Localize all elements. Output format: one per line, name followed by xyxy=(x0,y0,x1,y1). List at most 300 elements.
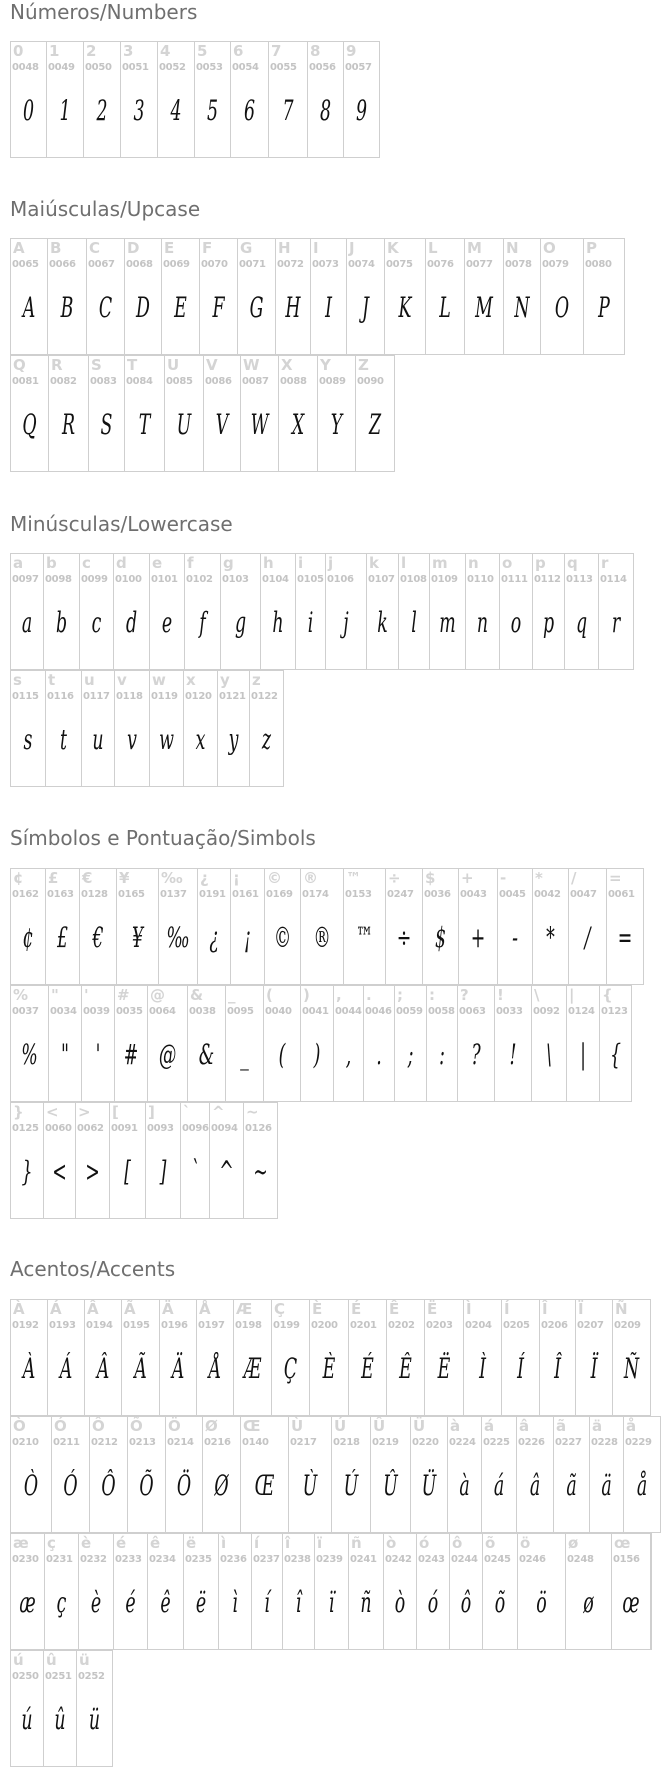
glyph-char-label: Í xyxy=(504,1300,510,1318)
glyph-code-label: 0162 xyxy=(12,889,39,900)
glyph-code-label: 0088 xyxy=(280,376,307,387)
glyph-cell xyxy=(278,355,318,472)
glyph-cell xyxy=(109,1102,146,1219)
glyph-code-label: 0052 xyxy=(159,62,186,73)
glyph-code-label: 0128 xyxy=(81,889,108,900)
glyph-char-label: ä xyxy=(592,1417,603,1435)
glyph-cell xyxy=(113,1533,148,1650)
glyph-char-label: > xyxy=(78,1103,91,1121)
glyph-sample: * xyxy=(546,921,555,954)
glyph-char-label: ö xyxy=(520,1534,531,1552)
glyph-sample: ö xyxy=(536,1586,547,1619)
glyph-char-label: û xyxy=(46,1651,57,1669)
glyph-cell xyxy=(331,1416,371,1533)
glyph-cell xyxy=(564,553,599,670)
glyph-sample: ; xyxy=(407,1038,414,1071)
glyph-cell xyxy=(310,238,347,355)
glyph-cell xyxy=(540,238,584,355)
glyph-sample: i xyxy=(307,606,314,639)
glyph-code-label: 0048 xyxy=(12,62,39,73)
glyph-cell xyxy=(282,1533,315,1650)
glyph-cell xyxy=(348,1299,387,1416)
glyph-char-label: U xyxy=(167,356,180,374)
glyph-sample: Ö xyxy=(176,1469,192,1502)
glyph-char-label: Á xyxy=(50,1300,62,1318)
glyph-char-label: j xyxy=(328,554,334,572)
glyph-code-label: 0097 xyxy=(12,574,39,585)
glyph-sample: £ xyxy=(56,921,69,954)
glyph-sample: b xyxy=(55,606,68,639)
glyph-code-label: 0035 xyxy=(116,1006,143,1017)
glyph-char-label: = xyxy=(609,869,622,887)
glyph-cell xyxy=(10,1533,45,1650)
glyph-char-label: I xyxy=(313,239,319,257)
glyph-cell xyxy=(83,41,121,158)
glyph-sample: ã xyxy=(566,1469,577,1502)
glyph-sample: ü xyxy=(88,1703,101,1736)
glyph-sample: ) xyxy=(313,1038,321,1071)
glyph-code-label: 0207 xyxy=(577,1320,604,1331)
glyph-sample: Ï xyxy=(590,1352,598,1385)
glyph-cell xyxy=(503,238,541,355)
glyph-cell xyxy=(81,670,115,787)
glyph-code-label: 0093 xyxy=(147,1123,174,1134)
glyph-char-label: ¢ xyxy=(13,869,24,887)
glyph-char-label: | xyxy=(569,986,575,1004)
glyph-code-label: 0211 xyxy=(53,1437,80,1448)
glyph-code-label: 0041 xyxy=(302,1006,329,1017)
glyph-code-label: 0195 xyxy=(123,1320,150,1331)
glyph-char-label: ÷ xyxy=(388,869,401,887)
glyph-char-label: & xyxy=(190,986,204,1004)
glyph-char-label: ] xyxy=(148,1103,155,1121)
glyph-code-label: 0119 xyxy=(151,691,178,702)
glyph-cell xyxy=(517,1533,566,1650)
glyph-cell xyxy=(230,868,265,985)
glyph-char-label: ò xyxy=(386,1534,397,1552)
glyph-code-label: 0079 xyxy=(542,259,569,270)
glyph-code-label: 0098 xyxy=(45,574,72,585)
glyph-cell xyxy=(366,553,399,670)
glyph-cell xyxy=(47,1299,85,1416)
glyph-char-label: $ xyxy=(425,869,436,887)
glyph-code-label: 0233 xyxy=(115,1554,142,1565)
glyph-char-label: z xyxy=(252,671,261,689)
glyph-sample: 0 xyxy=(22,94,35,127)
glyph-char-label: < xyxy=(46,1103,59,1121)
glyph-sample: ä xyxy=(601,1469,612,1502)
glyph-code-label: 0191 xyxy=(199,889,226,900)
glyph-sample: s xyxy=(23,723,33,756)
glyph-code-label: 0056 xyxy=(309,62,336,73)
glyph-sample: É xyxy=(361,1352,374,1385)
glyph-cell xyxy=(196,1299,234,1416)
glyph-char-label: . xyxy=(366,986,372,1004)
glyph-code-label: 0235 xyxy=(185,1554,212,1565)
glyph-cell xyxy=(598,553,634,670)
glyph-code-label: 0122 xyxy=(251,691,278,702)
glyph-char-label: ) xyxy=(303,986,310,1004)
glyph-cell xyxy=(47,238,87,355)
glyph-cell xyxy=(355,355,395,472)
glyph-cell xyxy=(264,868,301,985)
glyph-cell xyxy=(199,238,238,355)
glyph-code-label: 0197 xyxy=(198,1320,225,1331)
glyph-code-label: 0107 xyxy=(368,574,395,585)
glyph-sample: 4 xyxy=(170,94,182,127)
glyph-sample: Î xyxy=(554,1352,561,1385)
glyph-char-label: ê xyxy=(150,1534,161,1552)
glyph-cell xyxy=(458,868,498,985)
glyph-char-label: í xyxy=(254,1534,260,1552)
glyph-sample: ò xyxy=(394,1586,406,1619)
glyph-char-label: r xyxy=(601,554,609,572)
glyph-sample: R xyxy=(61,408,76,441)
glyph-char-label: Ñ xyxy=(615,1300,628,1318)
glyph-cell xyxy=(10,1650,44,1767)
glyph-code-label: 0046 xyxy=(365,1006,392,1017)
glyph-code-label: 0072 xyxy=(277,259,304,270)
glyph-char-label: Ò xyxy=(13,1417,26,1435)
glyph-char-label: ' xyxy=(84,986,89,1004)
glyph-code-label: 0196 xyxy=(161,1320,188,1331)
glyph-code-label: 0169 xyxy=(266,889,293,900)
glyph-sample: _ xyxy=(240,1038,249,1071)
glyph-cell xyxy=(89,1416,128,1533)
glyph-code-label: 0043 xyxy=(460,889,487,900)
glyph-char-label: o xyxy=(502,554,513,572)
glyph-cell xyxy=(43,1102,76,1219)
glyph-code-label: 0193 xyxy=(49,1320,76,1331)
glyph-cell xyxy=(422,868,459,985)
glyph-sample: õ xyxy=(494,1586,506,1619)
glyph-char-label: Ú xyxy=(334,1417,347,1435)
glyph-cell xyxy=(76,1650,113,1767)
glyph-cell xyxy=(566,985,600,1102)
glyph-code-label: 0210 xyxy=(12,1437,39,1448)
glyph-code-label: 0201 xyxy=(350,1320,377,1331)
glyph-char-label: Q xyxy=(13,356,26,374)
glyph-sample: U xyxy=(176,408,192,441)
glyph-code-label: 0203 xyxy=(426,1320,453,1331)
glyph-char-label: Û xyxy=(373,1417,386,1435)
glyph-code-label: 0202 xyxy=(388,1320,415,1331)
glyph-char-label: , xyxy=(336,986,342,1004)
glyph-cell xyxy=(161,238,200,355)
glyph-cell xyxy=(343,41,380,158)
glyph-cell xyxy=(565,1533,612,1650)
glyph-sample: + xyxy=(470,921,486,954)
glyph-sample: m xyxy=(439,606,456,639)
glyph-cell xyxy=(532,553,565,670)
glyph-char-label: Ö xyxy=(168,1417,181,1435)
glyph-cell xyxy=(79,553,114,670)
glyph-char-label: 0 xyxy=(13,42,24,60)
glyph-char-label: 5 xyxy=(197,42,208,60)
glyph-code-label: 0090 xyxy=(357,376,384,387)
glyph-code-label: 0225 xyxy=(483,1437,510,1448)
glyph-sample: Ì xyxy=(479,1352,486,1385)
glyph-code-label: 0040 xyxy=(265,1006,292,1017)
glyph-char-label: ô xyxy=(452,1534,463,1552)
glyph-char-label: Ë xyxy=(427,1300,438,1318)
glyph-sample: 1 xyxy=(59,94,71,127)
glyph-char-label: A xyxy=(13,239,25,257)
glyph-char-label: k xyxy=(369,554,379,572)
glyph-sample: 5 xyxy=(206,94,219,127)
glyph-char-label: / xyxy=(571,869,577,887)
glyph-code-label: 0230 xyxy=(12,1554,39,1565)
glyph-sample: Y xyxy=(330,408,343,441)
glyph-sample: , xyxy=(345,1038,352,1071)
glyph-cell xyxy=(612,1299,651,1416)
glyph-char-label: ! xyxy=(497,986,504,1004)
glyph-code-label: 0227 xyxy=(555,1437,582,1448)
glyph-sample: ñ xyxy=(360,1586,372,1619)
glyph-code-label: 0036 xyxy=(424,889,451,900)
glyph-sample: Ü xyxy=(421,1469,437,1502)
glyph-cell xyxy=(494,985,532,1102)
glyph-char-label: ø xyxy=(568,1534,579,1552)
glyph-char-label: Ç xyxy=(274,1300,286,1318)
glyph-code-label: 0086 xyxy=(205,376,232,387)
glyph-cell xyxy=(75,1102,110,1219)
glyph-cell xyxy=(48,355,89,472)
glyph-sample: æ xyxy=(19,1586,36,1619)
glyph-code-label: 0042 xyxy=(534,889,561,900)
glyph-sample: > xyxy=(85,1155,100,1188)
glyph-cell xyxy=(243,1102,278,1219)
glyph-char-label: v xyxy=(117,671,127,689)
glyph-code-label: 0089 xyxy=(319,376,346,387)
glyph-sample: Ó xyxy=(63,1469,78,1502)
glyph-code-label: 0198 xyxy=(235,1320,262,1331)
glyph-cell xyxy=(464,238,504,355)
glyph-sample: È xyxy=(322,1352,336,1385)
glyph-sample: à xyxy=(459,1469,470,1502)
glyph-char-label: a xyxy=(13,554,24,572)
glyph-code-label: 0244 xyxy=(451,1554,478,1565)
glyph-cell xyxy=(531,985,567,1102)
glyph-code-label: 0204 xyxy=(465,1320,492,1331)
glyph-sample: ç xyxy=(56,1586,67,1619)
glyph-code-label: 0116 xyxy=(47,691,74,702)
glyph-sample: é xyxy=(125,1586,136,1619)
glyph-code-label: 0118 xyxy=(116,691,143,702)
glyph-code-label: 0085 xyxy=(166,376,193,387)
glyph-code-label: 0115 xyxy=(12,691,39,702)
glyph-code-label: 0251 xyxy=(45,1671,72,1682)
glyph-code-label: 0077 xyxy=(466,259,493,270)
glyph-cell xyxy=(263,985,301,1102)
glyph-sample: Ø xyxy=(214,1469,229,1502)
glyph-char-label: K xyxy=(387,239,399,257)
glyph-cell xyxy=(457,985,495,1102)
glyph-sample: B xyxy=(60,291,74,324)
glyph-code-label: 0064 xyxy=(149,1006,176,1017)
glyph-cell xyxy=(449,1533,483,1650)
glyph-sample: ! xyxy=(509,1038,517,1071)
glyph-sample: M xyxy=(475,291,493,324)
glyph-code-label: 0106 xyxy=(327,574,354,585)
glyph-char-label: 7 xyxy=(271,42,282,60)
glyph-code-label: 0108 xyxy=(400,574,427,585)
glyph-char-label: h xyxy=(263,554,274,572)
glyph-char-label: 8 xyxy=(310,42,321,60)
glyph-char-label: © xyxy=(267,869,282,887)
glyph-code-label: 0102 xyxy=(186,574,213,585)
glyph-sample: S xyxy=(100,408,113,441)
glyph-code-label: 0217 xyxy=(290,1437,317,1448)
glyph-code-label: 0209 xyxy=(614,1320,641,1331)
glyph-code-label: 0047 xyxy=(570,889,597,900)
glyph-sample: ® xyxy=(313,921,331,954)
glyph-char-label: Æ xyxy=(236,1300,253,1318)
glyph-code-label: 0245 xyxy=(484,1554,511,1565)
glyph-code-label: 0055 xyxy=(270,62,297,73)
glyph-code-label: 0033 xyxy=(496,1006,523,1017)
glyph-sample: í xyxy=(264,1586,270,1619)
glyph-cell xyxy=(384,238,426,355)
glyph-cell xyxy=(183,1533,219,1650)
glyph-sample: ï xyxy=(328,1586,335,1619)
glyph-cell xyxy=(127,1416,166,1533)
glyph-cell xyxy=(425,238,465,355)
glyph-cell xyxy=(209,1102,244,1219)
glyph-char-label: - xyxy=(500,869,507,887)
glyph-cell xyxy=(429,553,466,670)
glyph-cell xyxy=(251,1533,283,1650)
glyph-sample: € xyxy=(92,921,104,954)
glyph-code-label: 0250 xyxy=(12,1671,39,1682)
glyph-cell xyxy=(149,670,184,787)
glyph-sample: Â xyxy=(96,1352,110,1385)
glyph-sample: q xyxy=(575,606,588,639)
glyph-char-label: b xyxy=(46,554,57,572)
glyph-char-label: s xyxy=(13,671,22,689)
glyph-char-label: B xyxy=(50,239,62,257)
glyph-sample: n xyxy=(476,606,489,639)
glyph-sample: ó xyxy=(427,1586,439,1619)
glyph-sample: Û xyxy=(383,1469,398,1502)
glyph-code-label: 0213 xyxy=(129,1437,156,1448)
glyph-char-label: t xyxy=(48,671,56,689)
glyph-char-label: R xyxy=(51,356,63,374)
glyph-code-label: 0034 xyxy=(50,1006,77,1017)
glyph-code-label: 0236 xyxy=(220,1554,247,1565)
glyph-sample: H xyxy=(285,291,301,324)
glyph-code-label: 0117 xyxy=(83,691,110,702)
glyph-sample: E xyxy=(174,291,187,324)
glyph-char-label: Ã xyxy=(124,1300,136,1318)
glyph-sample: . xyxy=(376,1038,382,1071)
glyph-code-label: 0140 xyxy=(242,1437,269,1448)
glyph-code-label: 0246 xyxy=(519,1554,546,1565)
glyph-sample: C xyxy=(98,291,113,324)
glyph-cell xyxy=(499,553,533,670)
glyph-code-label: 0101 xyxy=(151,574,178,585)
glyph-cell xyxy=(394,985,427,1102)
glyph-sample: ¡ xyxy=(244,921,251,954)
glyph-code-label: 0099 xyxy=(81,574,108,585)
glyph-sample: ë xyxy=(195,1586,207,1619)
glyph-sample: œ xyxy=(622,1586,640,1619)
glyph-sample: : xyxy=(439,1038,445,1071)
section-title: Acentos/Accents xyxy=(10,1257,176,1281)
glyph-char-label: õ xyxy=(485,1534,496,1552)
glyph-code-label: 0239 xyxy=(316,1554,343,1565)
glyph-cell xyxy=(501,1299,540,1416)
glyph-code-label: 0095 xyxy=(227,1006,254,1017)
glyph-cell xyxy=(164,355,204,472)
glyph-cell xyxy=(426,985,458,1102)
glyph-code-label: 0039 xyxy=(83,1006,110,1017)
glyph-code-label: 0163 xyxy=(47,889,74,900)
glyph-cell xyxy=(124,238,162,355)
glyph-char-label: å xyxy=(626,1417,637,1435)
glyph-code-label: 0075 xyxy=(386,259,413,270)
glyph-sample: % xyxy=(21,1038,38,1071)
glyph-char-label: { xyxy=(602,986,613,1004)
glyph-cell xyxy=(116,868,159,985)
glyph-char-label: n xyxy=(468,554,479,572)
glyph-cell xyxy=(650,1533,652,1650)
glyph-cell xyxy=(225,985,264,1102)
glyph-code-label: 0237 xyxy=(253,1554,280,1565)
glyph-code-label: 0044 xyxy=(335,1006,362,1017)
glyph-sample: è xyxy=(90,1586,102,1619)
glyph-code-label: 0112 xyxy=(534,574,561,585)
glyph-sample: 6 xyxy=(243,94,256,127)
glyph-sample: ô xyxy=(460,1586,472,1619)
glyph-cell xyxy=(553,1416,590,1533)
glyph-char-label: } xyxy=(13,1103,24,1121)
glyph-char-label: L xyxy=(428,239,438,257)
glyph-sample: / xyxy=(584,921,591,954)
glyph-code-label: 0156 xyxy=(613,1554,640,1565)
glyph-cell xyxy=(237,238,276,355)
glyph-code-label: 0054 xyxy=(232,62,259,73)
glyph-char-label: % xyxy=(13,986,29,1004)
glyph-char-label: æ xyxy=(13,1534,29,1552)
glyph-char-label: £ xyxy=(48,869,59,887)
glyph-sample: 8 xyxy=(319,94,332,127)
glyph-sample: î xyxy=(295,1586,302,1619)
glyph-char-label: 2 xyxy=(86,42,97,60)
glyph-code-label: 0061 xyxy=(608,889,635,900)
glyph-cell xyxy=(43,1650,77,1767)
glyph-code-label: 0206 xyxy=(541,1320,568,1331)
glyph-cell xyxy=(575,1299,613,1416)
glyph-code-label: 0071 xyxy=(239,259,266,270)
glyph-code-label: 0104 xyxy=(262,574,289,585)
glyph-sample: á xyxy=(493,1469,505,1502)
glyph-cell xyxy=(233,1299,272,1416)
glyph-sample: Ë xyxy=(437,1352,451,1385)
glyph-code-label: 0062 xyxy=(77,1123,104,1134)
glyph-sample: c xyxy=(91,606,102,639)
glyph-char-label: ç xyxy=(47,1534,56,1552)
glyph-code-label: 0199 xyxy=(273,1320,300,1331)
glyph-char-label: Ä xyxy=(162,1300,174,1318)
glyph-char-label: \ xyxy=(534,986,540,1004)
glyph-cell xyxy=(10,1102,44,1219)
glyph-code-label: 0065 xyxy=(12,259,39,270)
glyph-code-label: 0087 xyxy=(242,376,269,387)
glyph-sample: Ã xyxy=(134,1352,147,1385)
glyph-sample: ú xyxy=(21,1703,33,1736)
glyph-sample: $ xyxy=(434,921,447,954)
